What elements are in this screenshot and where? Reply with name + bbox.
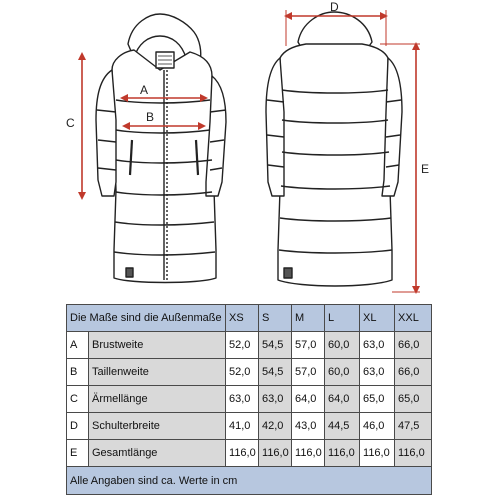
row-value-cell: 65,0 bbox=[360, 386, 395, 413]
label-d: D bbox=[330, 0, 339, 14]
row-value-cell: 44,5 bbox=[325, 413, 360, 440]
row-value-cell: 52,0 bbox=[226, 332, 259, 359]
row-value-cell: 54,5 bbox=[259, 332, 292, 359]
table-footer-row bbox=[67, 467, 432, 495]
row-value-cell: 43,0 bbox=[292, 413, 325, 440]
row-value-cell: 64,0 bbox=[292, 386, 325, 413]
coat-front-drawing bbox=[96, 14, 226, 283]
size-table bbox=[66, 304, 432, 495]
size-header: XL bbox=[360, 305, 395, 332]
row-value-cell: 54,5 bbox=[259, 359, 292, 386]
row-measure-name: Ärmellänge bbox=[89, 386, 226, 413]
table-row bbox=[67, 359, 432, 386]
row-value-cell: 116,0 bbox=[360, 440, 395, 467]
size-header: M bbox=[292, 305, 325, 332]
row-value-cell: 46,0 bbox=[360, 413, 395, 440]
row-value-cell: 116,0 bbox=[292, 440, 325, 467]
row-value-cell: 66,0 bbox=[395, 332, 432, 359]
row-measure-name: Gesamtlänge bbox=[89, 440, 226, 467]
table-row bbox=[67, 440, 432, 467]
table-header-title: Die Maße sind die Außenmaße bbox=[67, 305, 226, 332]
row-value-cell: 116,0 bbox=[325, 440, 360, 467]
row-value-cell: 66,0 bbox=[395, 359, 432, 386]
row-value-cell: 116,0 bbox=[259, 440, 292, 467]
table-header-row bbox=[67, 305, 432, 332]
row-value-cell: 57,0 bbox=[292, 332, 325, 359]
row-value-cell: 63,0 bbox=[259, 386, 292, 413]
row-value-cell: 63,0 bbox=[360, 332, 395, 359]
table-row bbox=[67, 332, 432, 359]
size-header: S bbox=[259, 305, 292, 332]
row-value-cell: 116,0 bbox=[226, 440, 259, 467]
size-header: XXL bbox=[395, 305, 432, 332]
row-code: E bbox=[67, 440, 89, 467]
row-value-cell: 52,0 bbox=[226, 359, 259, 386]
row-value-cell: 63,0 bbox=[360, 359, 395, 386]
label-b: B bbox=[146, 110, 155, 124]
row-code: A bbox=[67, 332, 89, 359]
row-value-cell: 116,0 bbox=[395, 440, 432, 467]
table-row bbox=[67, 413, 432, 440]
row-value-cell: 63,0 bbox=[226, 386, 259, 413]
table-footer-note: Alle Angaben sind ca. Werte in cm bbox=[67, 467, 432, 495]
row-code: C bbox=[67, 386, 89, 413]
row-value-cell: 47,5 bbox=[395, 413, 432, 440]
row-value-cell: 41,0 bbox=[226, 413, 259, 440]
row-value-cell: 64,0 bbox=[325, 386, 360, 413]
row-code: B bbox=[67, 359, 89, 386]
label-e: E bbox=[421, 162, 430, 176]
row-value-cell: 65,0 bbox=[395, 386, 432, 413]
row-value-cell: 42,0 bbox=[259, 413, 292, 440]
size-header: L bbox=[325, 305, 360, 332]
label-c: C bbox=[66, 116, 75, 130]
table-row bbox=[67, 386, 432, 413]
row-measure-name: Brustweite bbox=[89, 332, 226, 359]
row-code: D bbox=[67, 413, 89, 440]
row-measure-name: Taillenweite bbox=[89, 359, 226, 386]
label-a: A bbox=[140, 83, 149, 97]
row-value-cell: 60,0 bbox=[325, 332, 360, 359]
row-value-cell: 57,0 bbox=[292, 359, 325, 386]
row-measure-name: Schulterbreite bbox=[89, 413, 226, 440]
coat-back-drawing bbox=[266, 12, 402, 286]
row-value-cell: 60,0 bbox=[325, 359, 360, 386]
size-header: XS bbox=[226, 305, 259, 332]
